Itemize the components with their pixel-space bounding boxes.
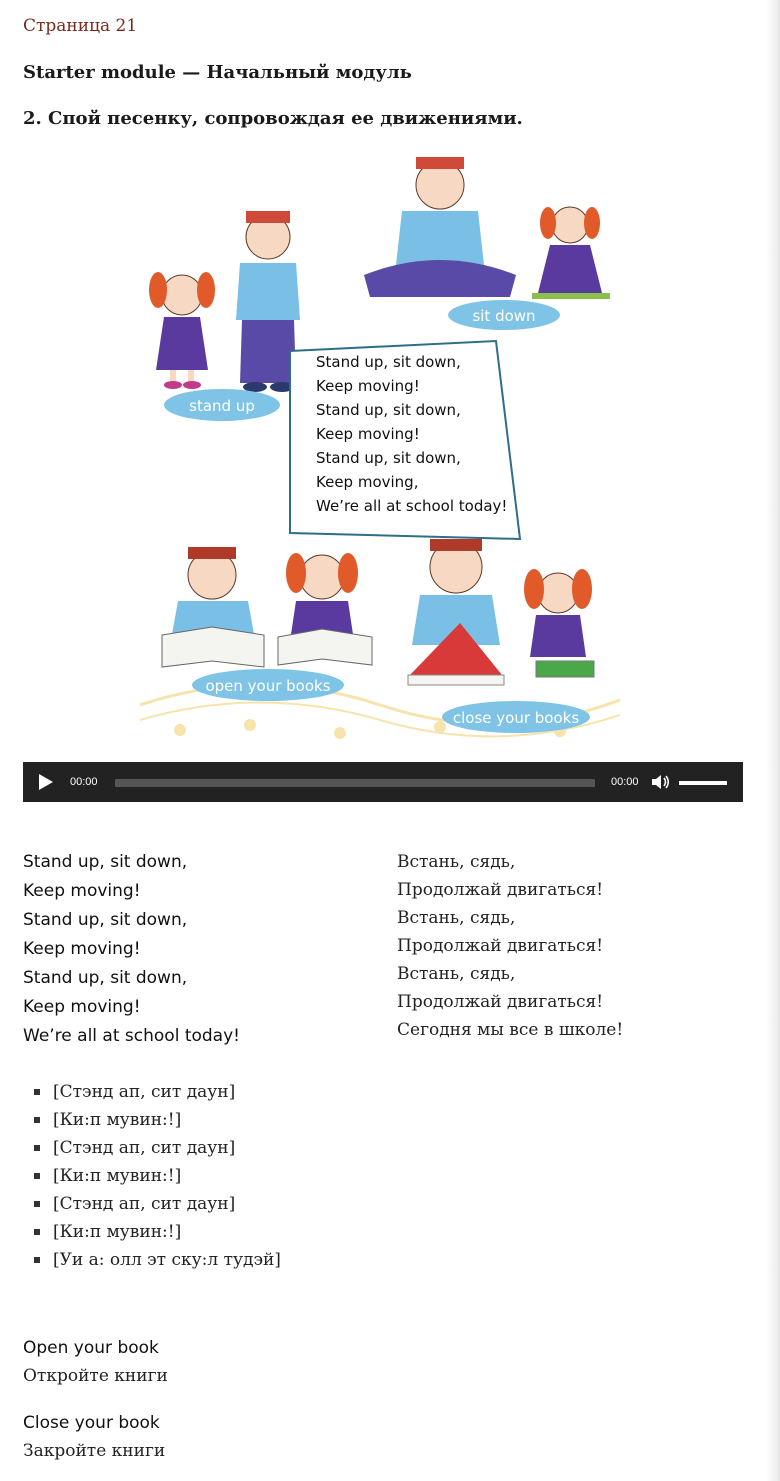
song-box-line: We’re all at school today! [316, 497, 508, 515]
phrase-close-ru: Закройте книги [23, 1441, 166, 1461]
task-heading: 2. Спой песенку, сопровождая ее движениями. [23, 108, 523, 129]
page-edge [766, 0, 780, 1481]
song-ru-line: Встань, сядь, [397, 964, 516, 984]
phrase-open-ru: Откройте книги [23, 1366, 168, 1386]
sit-down-boy [364, 157, 516, 297]
phrase-close-en: Close your book [23, 1413, 160, 1433]
song-en-line: Stand up, sit down, [23, 910, 188, 930]
open-books-girl [278, 553, 372, 665]
song-box-line: Keep moving! [316, 377, 420, 395]
song-box-line: Stand up, sit down, [316, 449, 461, 467]
song-en-line: Stand up, sit down, [23, 968, 188, 988]
song-en-line: Keep moving! [23, 881, 141, 901]
list-item: [Ки:п мувин:!] [23, 1162, 281, 1190]
phrase-open-en: Open your book [23, 1338, 159, 1358]
play-icon[interactable] [39, 774, 53, 790]
close-books-label: close your books [452, 709, 580, 727]
open-books-label: open your books [205, 677, 331, 695]
stand-up-label: stand up [189, 397, 255, 415]
song-ru-line: Продолжай двигаться! [397, 880, 604, 900]
stand-up-girl [149, 272, 215, 389]
volume-icon[interactable] [651, 773, 671, 791]
close-books-boy [408, 539, 504, 685]
sit-down-label-cloud [448, 300, 560, 330]
current-time: 00:00 [70, 776, 98, 788]
list-item: [Стэнд ап, сит даун] [23, 1190, 281, 1218]
transcription-list [23, 1078, 281, 1274]
module-heading: Starter module — Начальный модуль [23, 62, 412, 83]
list-item: [Уи а: олл эт ску:л тудэй] [23, 1246, 281, 1274]
song-box-line: Keep moving! [316, 425, 420, 443]
song-en-line: Keep moving! [23, 939, 141, 959]
song-text-box [290, 341, 520, 539]
song-english [23, 848, 240, 1051]
song-ru-line: Встань, сядь, [397, 908, 516, 928]
list-item: [Ки:п мувин:!] [23, 1106, 281, 1134]
page-link[interactable]: Страница 21 [23, 16, 138, 36]
song-en-line: Stand up, sit down, [23, 852, 188, 872]
song-russian [397, 848, 623, 1044]
song-ru-line: Продолжай двигаться! [397, 992, 604, 1012]
song-en-line: We’re all at school today! [23, 1026, 240, 1046]
song-box-line: Stand up, sit down, [316, 401, 461, 419]
sit-down-girl [532, 207, 610, 299]
audio-player [23, 762, 743, 802]
close-books-label-cloud [442, 701, 590, 733]
song-box-line: Keep moving, [316, 473, 419, 491]
song-ru-line: Продолжай двигаться! [397, 936, 604, 956]
song-en-line: Keep moving! [23, 997, 141, 1017]
song-box-line: Stand up, sit down, [316, 353, 461, 371]
open-books-boy [162, 547, 264, 667]
stand-up-label-cloud [164, 389, 280, 421]
open-books-label-cloud [192, 669, 344, 701]
close-books-girl [524, 569, 594, 677]
progress-slider[interactable] [115, 779, 595, 787]
volume-slider[interactable] [679, 781, 727, 785]
song-ru-line: Сегодня мы все в школе! [397, 1020, 624, 1040]
duration: 00:00 [611, 776, 639, 788]
song-illustration [140, 145, 620, 745]
list-item: [Стэнд ап, сит даун] [23, 1078, 281, 1106]
sit-down-label: sit down [472, 307, 536, 325]
list-item: [Ки:п мувин:!] [23, 1218, 281, 1246]
list-item: [Стэнд ап, сит даун] [23, 1134, 281, 1162]
song-ru-line: Встань, сядь, [397, 852, 516, 872]
